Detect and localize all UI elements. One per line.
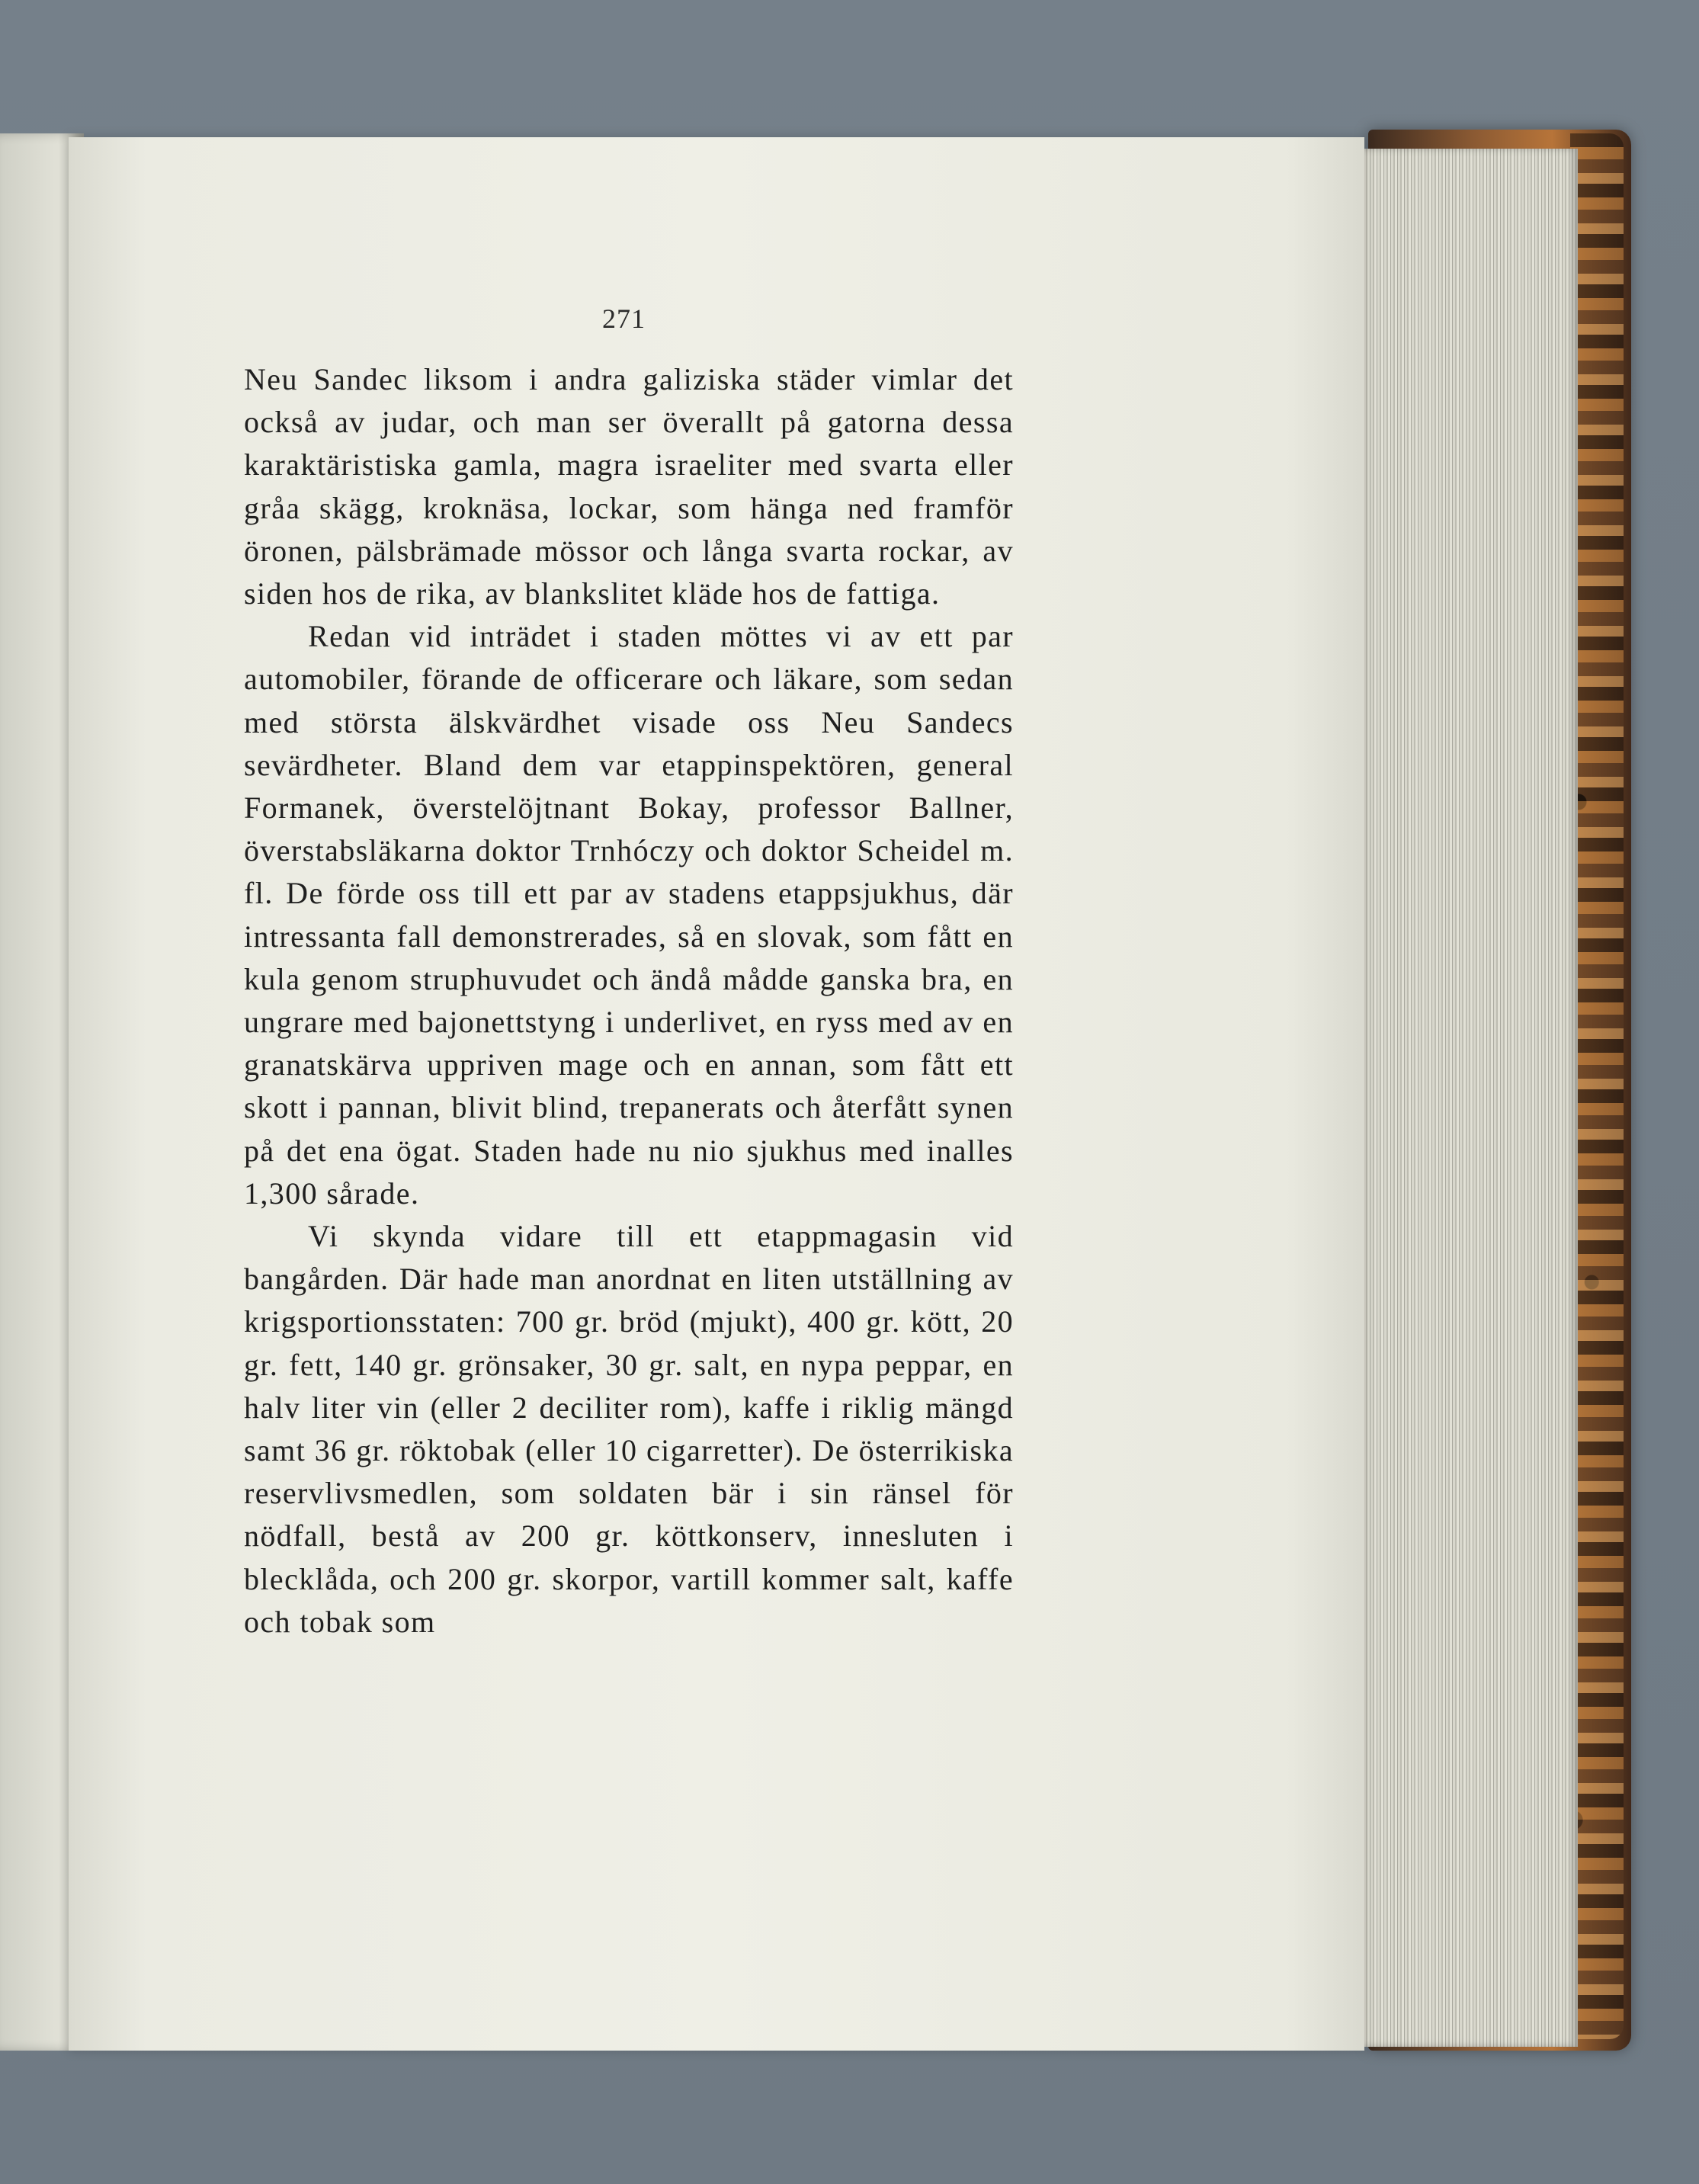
- page-body: [244, 358, 1014, 1644]
- paragraph-3: Vi skynda vidare till ett etappmagasin vid bangården. Där hade man anordnat en liten utställning av krigsportionsstaten: 700 gr. bröd (mjukt), 400 gr. kött, 20 gr. fett, 140 gr. grönsaker, 30 gr. salt, en nypa peppar, en halv liter vin (eller 2 deciliter rom), kaffe i riklig mängd samt 36 gr. röktobak (eller 10 cigarretter). De österrikiska reservlivsmedlen, som soldaten bär i sin ränsel för nödfall, bestå av 200 gr. köttkonserv, innesluten i blecklåda, och 200 gr. skorpor, vartill kommer salt, kaffe och tobak som: [244, 1219, 1014, 1639]
- paragraph-2: Redan vid inträdet i staden möttes vi av ett par automobiler, förande de officerare och läkare, som sedan med största älskvärdhet visade oss Neu Sandecs sevärdheter. Bland dem var etappinspektören, general Formanek, överstelöjtnant Bokay, professor Ballner, överstabsläkarna doktor Trnhóczy och doktor Scheidel m. fl. De förde oss till ett par av stadens etappsjukhus, där intressanta fall demonstrerades, så en slovak, som fått en kula genom struphuvudet och ändå mådde ganska bra, en ungrare med bajonettstyng i underlivet, en ryss med av en granatskärva uppriven mage och en annan, som fått ett skott i pannan, blivit blind, trepanerats och återfått synen på det ena ögat. Staden hade nu nio sjukhus med inalles 1,300 sårade.: [244, 619, 1014, 1211]
- page-number: 271: [602, 303, 646, 334]
- page-edges-stack: [1357, 149, 1578, 2047]
- book-cover-edge: [1570, 133, 1624, 2039]
- paragraph-1: Neu Sandec liksom i andra galiziska städer vimlar det också av judar, och man ser överallt på gatorna dessa karaktäristiska gamla, magra israeliter med svarta eller gråa skägg, kroknäsa, lockar, som hänga ned framför öronen, pälsbrämade mössor och långa svarta rockar, av siden hos de rika, av blankslitet kläde hos de fattiga.: [244, 362, 1014, 611]
